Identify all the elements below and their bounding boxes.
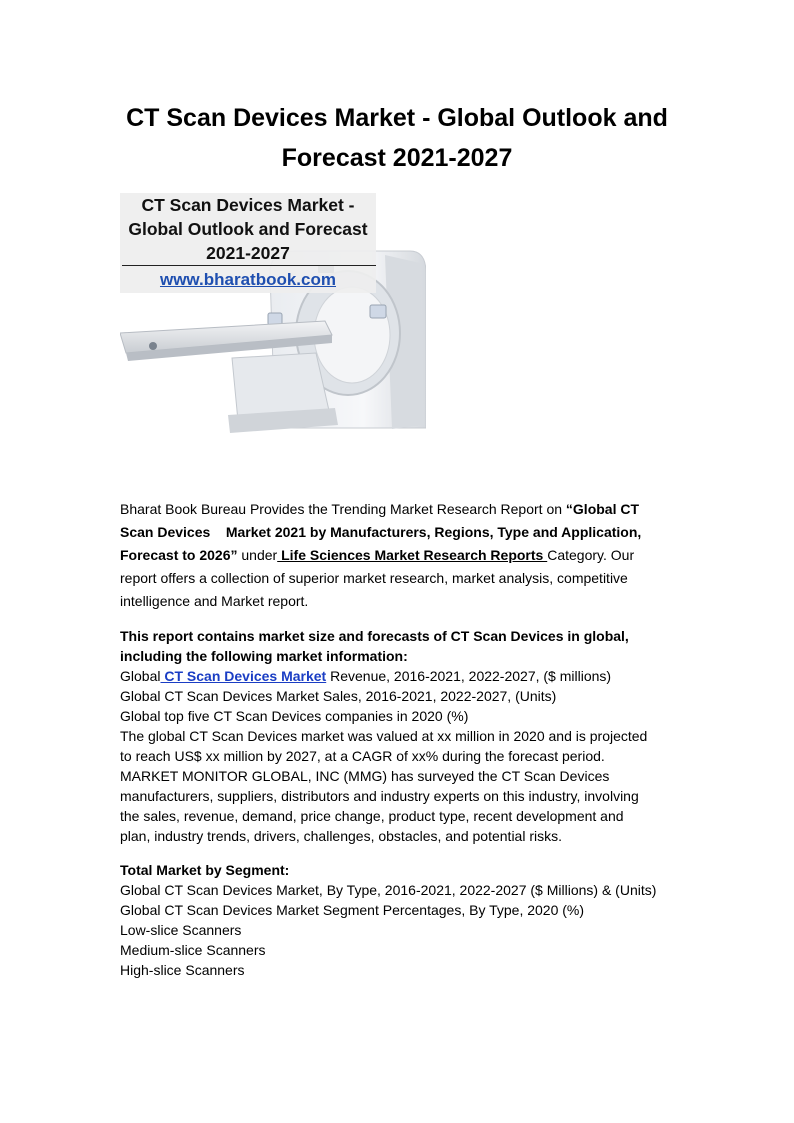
report-line-8: the sales, revenue, demand, price change, product type, recent development and xyxy=(120,808,624,824)
report-heading-text: This report contains market size and forecasts of CT Scan Devices in global, xyxy=(120,628,629,644)
report-heading-text: including the following market information: xyxy=(120,648,408,664)
segment-item: Low-slice Scanners xyxy=(120,922,242,938)
intro-text: Category. Our xyxy=(547,547,635,563)
segment-item: High-slice Scanners xyxy=(120,962,245,978)
segment-heading-text: Total Market by Segment: xyxy=(120,862,290,878)
intro-text: Bharat Book Bureau Provides the Trending Market Research Report on xyxy=(120,501,566,517)
report-line-7: manufacturers, suppliers, distributors and industry experts on this industry, involving xyxy=(120,788,639,804)
page-title-line-2: Forecast 2021-2027 xyxy=(281,144,513,172)
report-title-bold: Scan Devices Market 2021 by Manufacturers, Regions, Type and Application, xyxy=(120,524,642,540)
segment-heading xyxy=(120,860,690,880)
hero-caption-line-3: 2021-2027 xyxy=(206,243,290,263)
ct-scan-devices-market-link[interactable]: CT Scan Devices Market xyxy=(160,668,327,684)
intro-line-1 xyxy=(120,498,690,521)
report-line-9: plan, industry trends, drivers, challenges, obstacles, and potential risks. xyxy=(120,828,563,844)
report-title-bold: Forecast to 2026” xyxy=(120,547,238,563)
hero-image xyxy=(120,193,426,473)
hero-url-link[interactable]: www.bharatbook.com xyxy=(159,270,336,289)
intro-line-2 xyxy=(120,521,690,544)
report-heading-2 xyxy=(120,646,690,666)
hero-divider xyxy=(122,265,376,266)
report-title-bold: “Global CT xyxy=(565,501,640,517)
intro-line-5: intelligence and Market report. xyxy=(120,593,309,609)
segment-section xyxy=(120,860,690,980)
page-title xyxy=(0,98,794,178)
report-contents xyxy=(120,626,690,846)
report-line-3: Global top five CT Scan Devices companies in 2020 (%) xyxy=(120,708,469,724)
segment-item: Global CT Scan Devices Market, By Type, 2016-2021, 2022-2027 ($ Millions) & (Units) xyxy=(120,882,657,898)
intro-line-3 xyxy=(120,544,690,567)
intro-text: under xyxy=(237,547,278,563)
report-text: Revenue, 2016-2021, 2022-2027, ($ millions) xyxy=(326,668,612,684)
report-line-6: MARKET MONITOR GLOBAL, INC (MMG) has surveyed the CT Scan Devices xyxy=(120,768,610,784)
report-line-4: The global CT Scan Devices market was valued at xx million in 2020 and is projected xyxy=(120,728,648,744)
hero-caption-box xyxy=(120,193,376,293)
page-title-line-1: CT Scan Devices Market - Global Outlook and xyxy=(126,104,668,132)
report-line-2: Global CT Scan Devices Market Sales, 2016-2021, 2022-2027, (Units) xyxy=(120,688,557,704)
intro-line-4: report offers a collection of superior market research, market analysis, competitive xyxy=(120,570,628,586)
report-heading-1 xyxy=(120,626,690,646)
hero-caption-line-1: CT Scan Devices Market - xyxy=(141,195,355,215)
report-line-1 xyxy=(120,666,690,686)
segment-item: Global CT Scan Devices Market Segment Percentages, By Type, 2020 (%) xyxy=(120,902,585,918)
segment-item: Medium-slice Scanners xyxy=(120,942,266,958)
intro-paragraph xyxy=(120,498,690,613)
report-text: Global xyxy=(120,668,161,684)
life-sciences-link[interactable]: Life Sciences Market Research Reports xyxy=(277,547,548,563)
hero-caption-line-2: Global Outlook and Forecast xyxy=(128,219,368,239)
report-line-5: to reach US$ xx million by 2027, at a CAGR of xx% during the forecast period. xyxy=(120,748,605,764)
